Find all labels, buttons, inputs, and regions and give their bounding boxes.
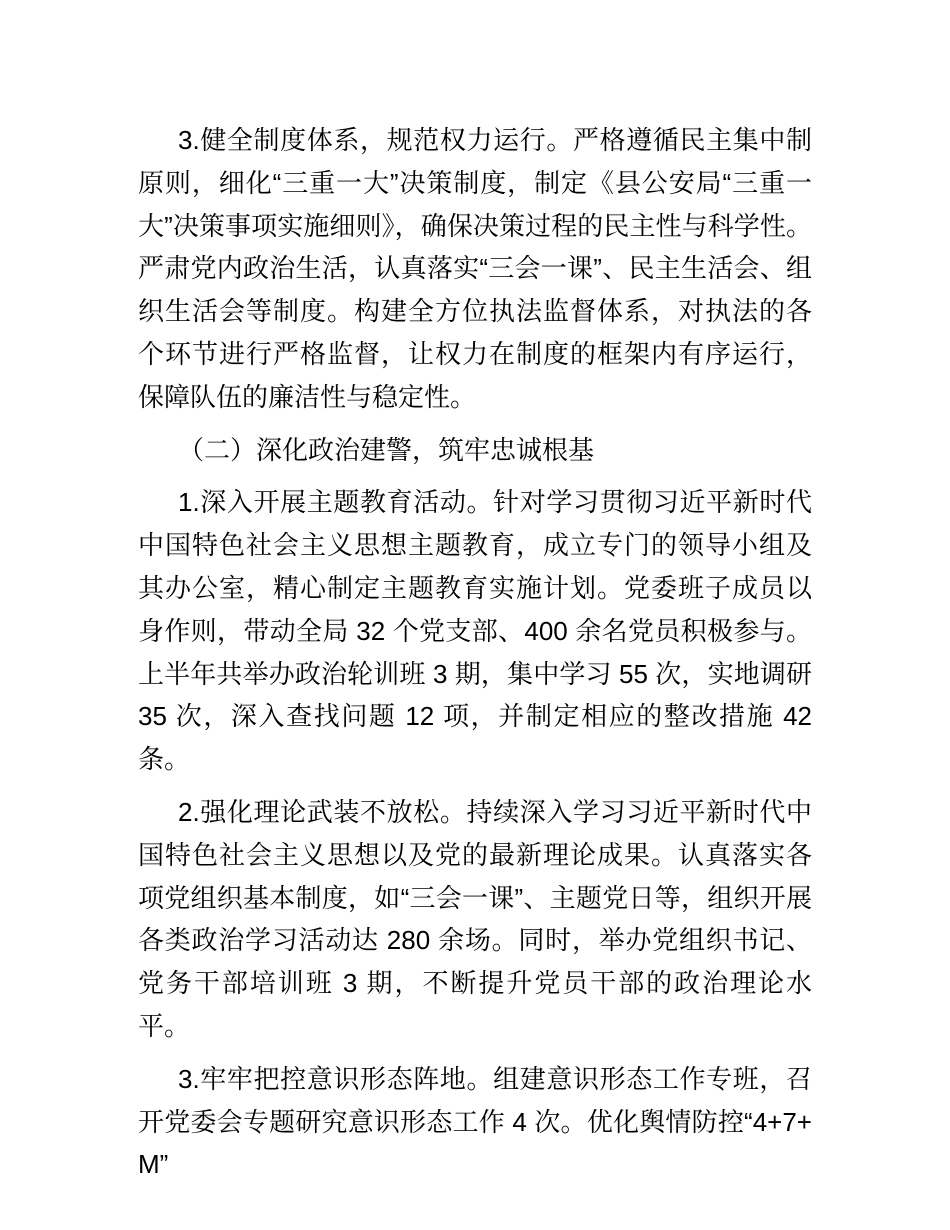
paragraph-institution-system: 3.健全制度体系，规范权力运行。严格遵循民主集中制原则，细化“三重一大”决策制度，制定《县公安局“三重一大”决策事项实施细则》，确保决策过程的民主性与科学性。严肃党内政治生活，认真落实“三会一课”、民主生活会、组织生活会等制度。构建全方位执法监督体系，对执法的各个环节进行严格监督，让权力在制度的框架内有序运行，保障队伍的廉洁性与稳定性。 (138, 125, 812, 412)
paragraph-theory-armament: 2.强化理论武装不放松。持续深入学习习近平新时代中国特色社会主义思想以及党的最新理论成果。认真落实各项党组织基本制度，如“三会一课”、主题党日等，组织开展各类政治学习活动达 280 余场。同时，举办党组织书记、党务干部培训班 3 期，不断提升党员干部的政治理论水平。 (138, 796, 812, 1041)
paragraph-theme-education: 1.深入开展主题教育活动。针对学习贯彻习近平新时代中国特色社会主义思想主题教育，成立专门的领导小组及其办公室，精心制定主题教育实施计划。党委班子成员以身作则，带动全局 32 个党支部、400 余名党员积极参与。上半年共举办政治轮训班 3 期，集中学习 55 次，实地调研 35 次，深入查找问题 12 项，并制定相应的整改措施 42 条。 (138, 487, 812, 775)
section-heading-political-policing: （二）深化政治建警，筑牢忠诚根基 (178, 434, 595, 465)
paragraph-ideology-control: 3.牢牢把控意识形态阵地。组建意识形态工作专班，召开党委会专题研究意识形态工作 4 次。优化舆情防控“4+7+M” (138, 1063, 812, 1180)
